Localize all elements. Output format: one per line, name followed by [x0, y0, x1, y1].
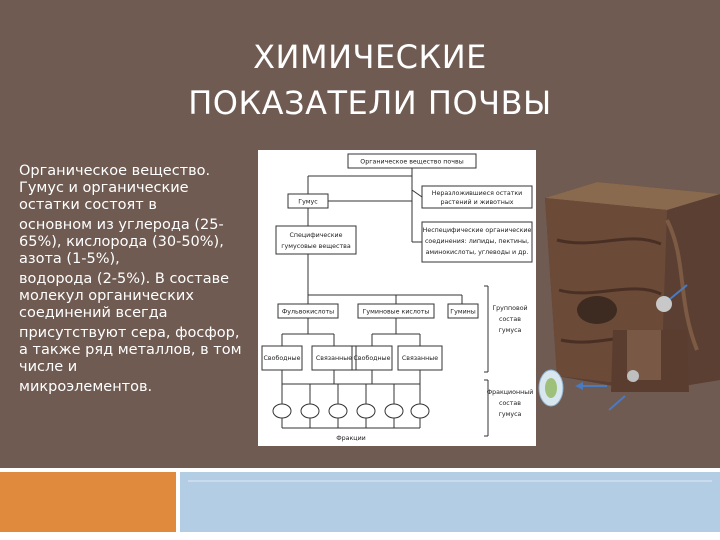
body-line: соединений всегда	[19, 305, 168, 321]
diagram-fraction-line1: Фракционный	[486, 389, 534, 396]
body-line: числе и	[19, 359, 78, 375]
diagram-group-line2: состав	[498, 316, 522, 323]
body-line: 65%), кислорода (30-50%),	[19, 234, 224, 250]
diagram-nonspecific-line1: Неспецифические органические	[422, 227, 532, 234]
soil-illustration	[537, 180, 720, 468]
diagram-humus-label: Гумус	[298, 198, 318, 206]
body-line: микроэлементов.	[19, 379, 153, 395]
diagram-svg	[258, 150, 536, 446]
diagram-bound-1-label: Связанные	[315, 355, 353, 362]
diagram-humins-label: Гумины	[450, 308, 476, 316]
body-line: азота (1-5%),	[19, 251, 120, 267]
body-text	[19, 163, 271, 396]
body-line: водорода (2-5%). В составе	[19, 271, 230, 287]
diagram-specific-line1: Специфические	[289, 232, 343, 239]
soil-illustration-svg	[537, 180, 720, 468]
diagram-undecomposed-line1: Неразложившиеся остатки	[431, 190, 523, 197]
diagram-free-2-label: Свободные	[353, 355, 391, 362]
diagram-nonspecific-line3: аминокислоты, углеводы и др.	[425, 249, 529, 256]
diagram-fulvic-label: Фульвокислоты	[281, 308, 335, 316]
diagram-fraction-line3: гумуса	[498, 411, 522, 418]
diagram-specific-line2: гумусовые вещества	[281, 243, 351, 250]
diagram-group-line1: Групповой	[492, 305, 528, 312]
diagram-nonspecific-line2: соединения: липиды, пектины,	[424, 238, 530, 245]
body-line: основном из углерода (25-	[19, 217, 224, 233]
footer-accent-blue-inner	[188, 480, 712, 534]
body-line: Гумус и органические	[19, 180, 189, 196]
body-line: присутствуют сера, фосфор,	[19, 325, 240, 341]
footer-accent-orange	[0, 472, 176, 532]
body-line: а также ряд металлов, в том	[19, 342, 242, 358]
diagram-group-line3: гумуса	[498, 327, 522, 334]
diagram-humic-label: Гуминовые кислоты	[362, 308, 430, 316]
diagram-top-label: Органическое вещество почвы	[360, 158, 464, 166]
title-line-2: ПОКАЗАТЕЛИ ПОЧВЫ	[188, 84, 552, 122]
diagram-free-1-label: Свободные	[263, 355, 301, 362]
diagram-fraction-line2: состав	[498, 400, 522, 407]
slide-title	[160, 34, 580, 126]
diagram-undecomposed-line2: растений и животных	[440, 199, 514, 206]
diagram-bound-2-label: Связанные	[401, 355, 439, 362]
body-line: остатки состоят в	[19, 197, 157, 213]
body-line: Органическое вещество.	[19, 163, 211, 179]
title-line-1: ХИМИЧЕСКИЕ	[253, 38, 487, 76]
body-line: молекул органических	[19, 288, 194, 304]
organic-matter-diagram	[258, 150, 536, 446]
diagram-fractions-label: Фракции	[336, 435, 366, 442]
